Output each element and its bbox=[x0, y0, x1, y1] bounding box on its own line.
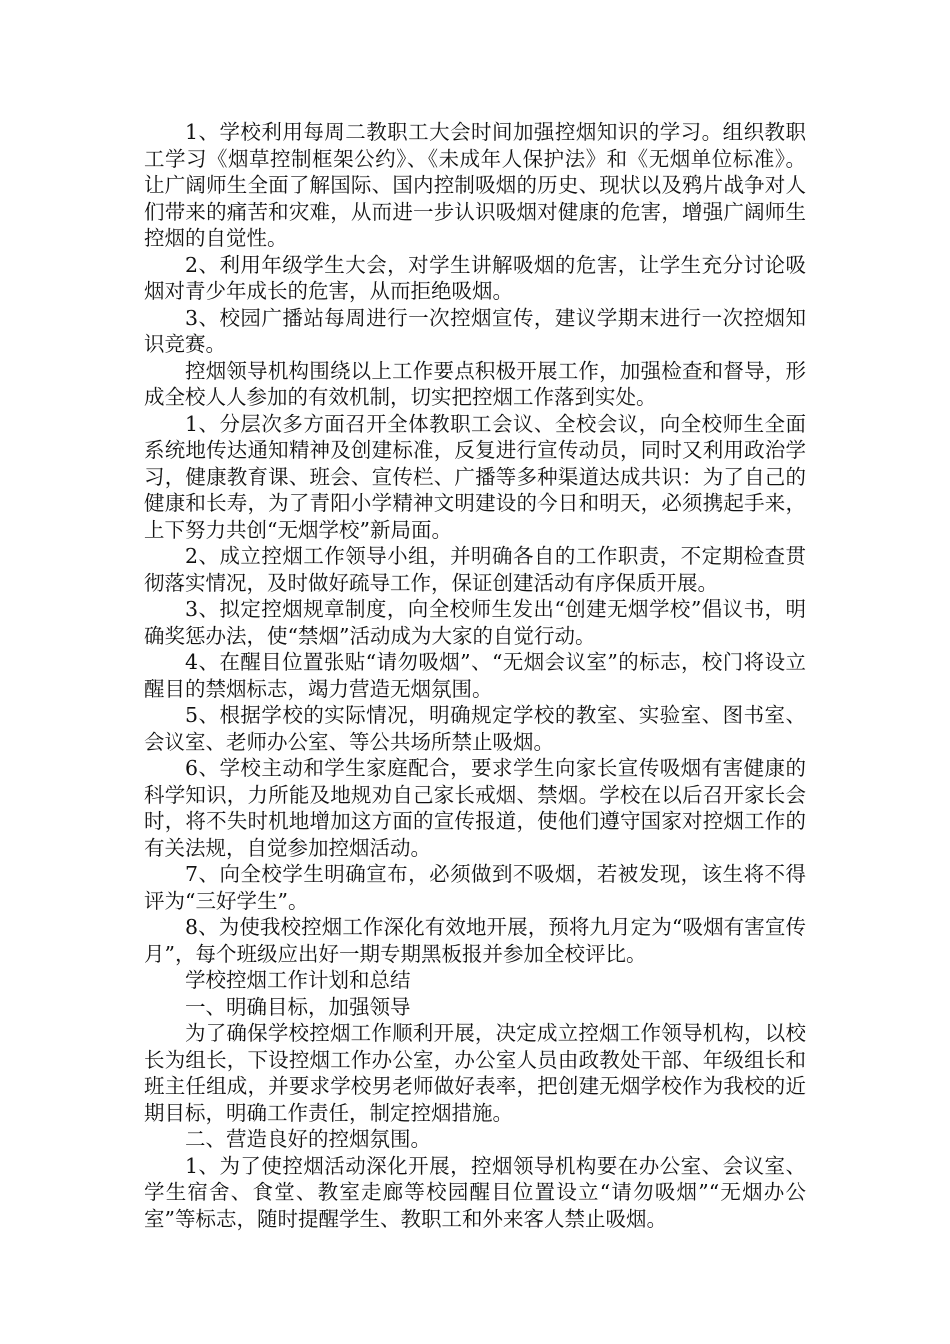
document-body bbox=[144, 119, 806, 1232]
paragraph: 7、向全校学生明确宣布，必须做到不吸烟，若被发现，该生将不得评为“三好学生”。 bbox=[144, 862, 806, 913]
paragraph: 8、为使我校控烟工作深化有效地开展，预将九月定为“吸烟有害宣传月”，每个班级应出好一期专期黑板报并参加全校评比。 bbox=[144, 915, 806, 966]
section-heading: 一、明确目标，加强领导 bbox=[185, 994, 411, 1019]
paragraph: 3、校园广播站每周进行一次控烟宣传，建议学期末进行一次控烟知识竞赛。 bbox=[144, 305, 806, 356]
paragraph: 2、利用年级学生大会，对学生讲解吸烟的危害，让学生充分讨论吸烟对青少年成长的危害，从而拒绝吸烟。 bbox=[144, 252, 806, 303]
paragraph: 1、分层次多方面召开全体教职工会议、全校会议，向全校师生全面系统地传达通知精神及创建标准，反复进行宣传动员，同时又利用政治学习，健康教育课、班会、宣传栏、广播等多种渠道达成共识：为了自己的健康和长寿，为了青阳小学精神文明建设的今日和明天，必须携起手来，上下努力共创“无烟学校”新局面。 bbox=[144, 411, 806, 542]
paragraph: 1、学校利用每周二教职工大会时间加强控烟知识的学习。组织教职工学习《烟草控制框架公约》、《未成年人保护法》和《无烟单位标准》。让广阔师生全面了解国际、国内控制吸烟的历史、现状以及鸦片战争对人们带来的痛苦和灾难，从而进一步认识吸烟对健康的危害，增强广阔师生控烟的自觉性。 bbox=[144, 120, 806, 250]
paragraph: 5、根据学校的实际情况，明确规定学校的教室、实验室、图书室、会议室、老师办公室、等公共场所禁止吸烟。 bbox=[144, 703, 806, 754]
paragraph: 6、学校主动和学生家庭配合，要求学生向家长宣传吸烟有害健康的科学知识，力所能及地规劝自己家长戒烟、禁烟。学校在以后召开家长会时，将不失时机地增加这方面的宣传报道，使他们遵守国家对控烟工作的有关法规，自觉参加控烟活动。 bbox=[144, 756, 806, 860]
paragraph: 2、成立控烟工作领导小组，并明确各自的工作职责，不定期检查贯彻落实情况，及时做好疏导工作，保证创建活动有序保质开展。 bbox=[144, 544, 806, 595]
paragraph: 4、在醒目位置张贴“请勿吸烟”、“无烟会议室”的标志，校门将设立醒目的禁烟标志，竭力营造无烟氛围。 bbox=[144, 650, 806, 701]
paragraph: 1、为了使控烟活动深化开展，控烟领导机构要在办公室、会议室、学生宿舍、食堂、教室走廊等校园醒目位置设立“请勿吸烟”“无烟办公室”等标志，随时提醒学生、教职工和外来客人禁止吸烟。 bbox=[144, 1153, 806, 1231]
paragraph: 3、拟定控烟规章制度，向全校师生发出“创建无烟学校”倡议书，明确奖惩办法，使“禁烟”活动成为大家的自觉行动。 bbox=[144, 597, 806, 648]
section-heading: 二、营造良好的控烟氛围。 bbox=[185, 1127, 431, 1151]
paragraph: 控烟领导机构围绕以上工作要点积极开展工作，加强检查和督导，形成全校人人参加的有效机制，切实把控烟工作落到实处。 bbox=[144, 358, 806, 409]
section-title: 学校控烟工作计划和总结 bbox=[185, 968, 411, 992]
paragraph: 为了确保学校控烟工作顺利开展，决定成立控烟工作领导机构，以校长为组长，下设控烟工作办公室，办公室人员由政教处干部、年级组长和班主任组成，并要求学校男老师做好表率，把创建无烟学校作为我校的近期目标，明确工作责任，制定控烟措施。 bbox=[144, 1021, 806, 1125]
